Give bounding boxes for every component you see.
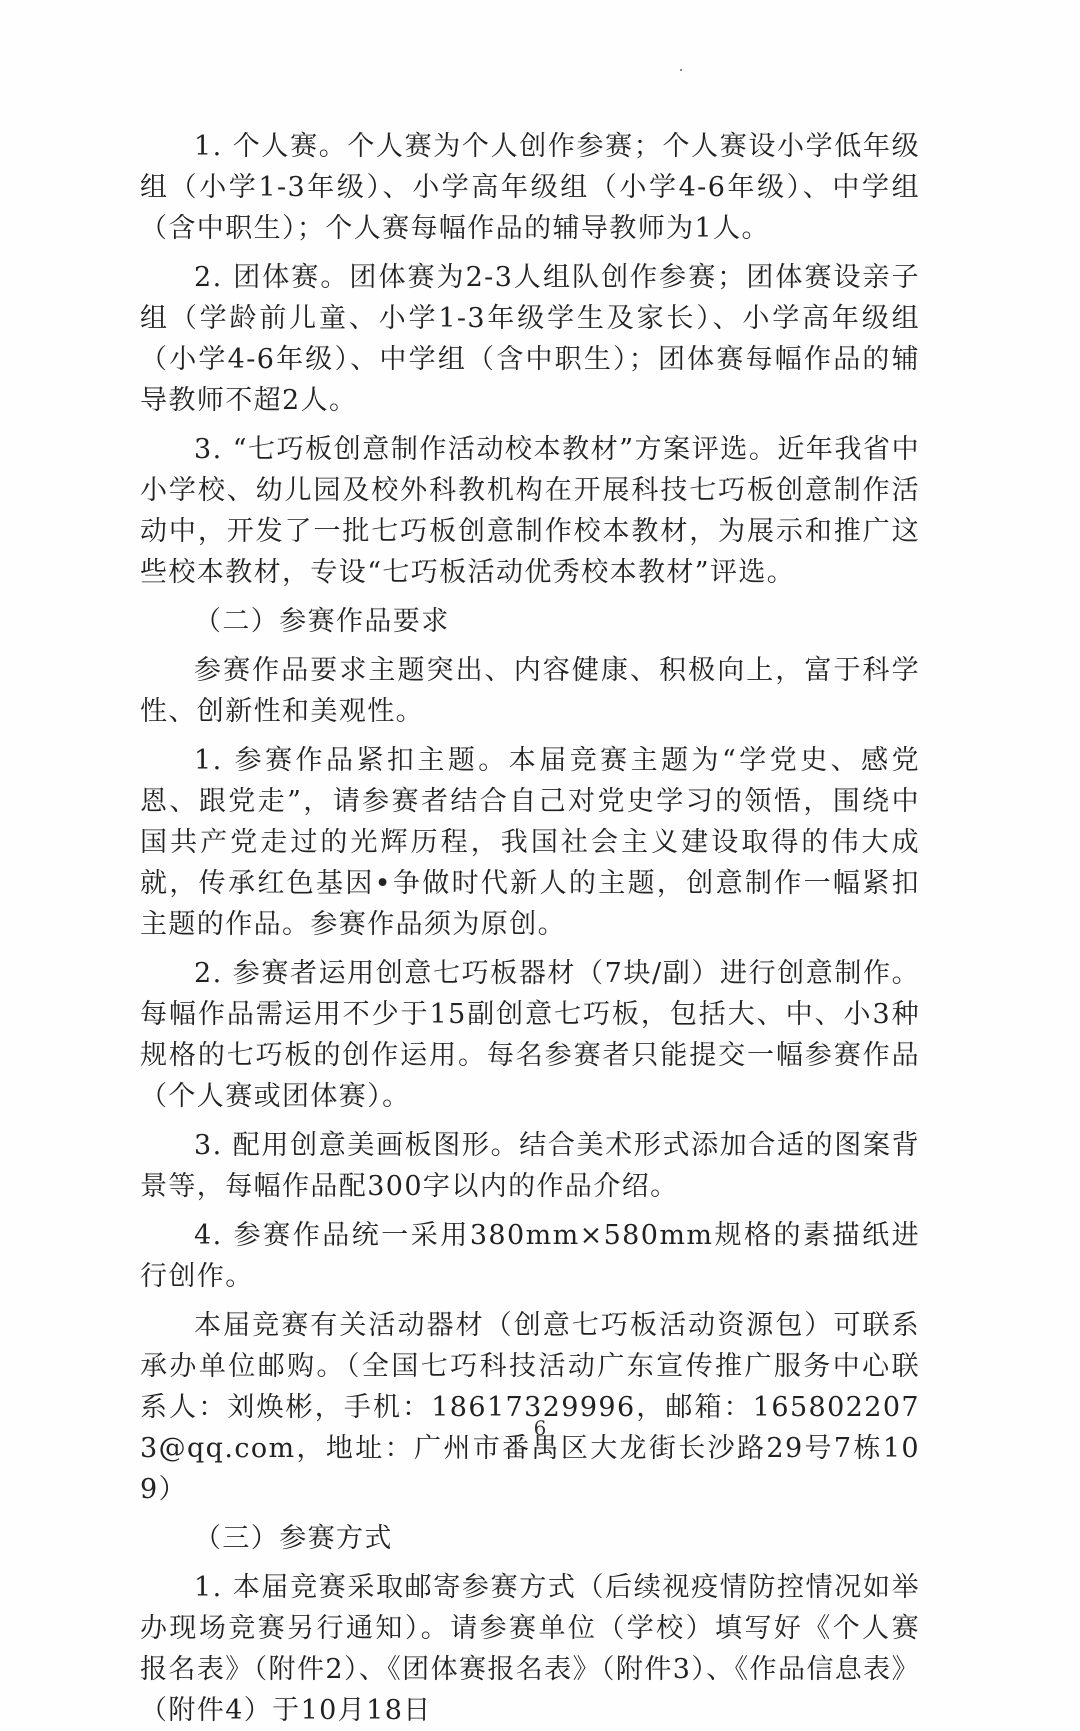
paragraph-contact: 本届竞赛有关活动器材（创意七巧板活动资源包）可联系承办单位邮购。（全国七巧科技活动广东宣传推广服务中心联系人：刘焕彬，手机：18617329996，邮箱：1658022073@qq.com，地址：广州市番禺区大龙街长沙路29号7栋109） bbox=[140, 1310, 920, 1505]
paragraph-theme: 1. 参赛作品紧扣主题。本届竞赛主题为“学党史、感党恩、跟党走”，请参赛者结合自己对党史学习的领悟，围绕中国共产党走过的光辉历程，我国社会主义建设取得的伟大成就，传承红色基因•争做时代新人的主题，创意制作一幅紧扣主题的作品。参赛作品须为原创。 bbox=[140, 745, 920, 940]
paragraph-materials: 2. 参赛者运用创意七巧板器材（7块/副）进行创意制作。每幅作品需运用不少于15副创意七巧板，包括大、中、小3种规格的七巧板的创作运用。每名参赛者只能提交一幅参赛作品（个人赛或团体赛）。 bbox=[140, 958, 920, 1112]
paragraph-individual-contest: 1. 个人赛。个人赛为个人创作参赛；个人赛设小学低年级组（小学1-3年级）、小学高年级组（小学4-6年级）、中学组（含中职生）；个人赛每幅作品的辅导教师为1人。 bbox=[140, 131, 920, 244]
section-heading-entry-requirements: （二）参赛作品要求 bbox=[194, 606, 450, 637]
scan-speck bbox=[680, 69, 682, 71]
paragraph-textbook-selection: 3. “七巧板创意制作活动校本教材”方案评选。近年我省中小学校、幼儿园及校外科教机构在开展科技七巧板创意制作活动中，开发了一批七巧板创意制作校本教材，为展示和推广这些校本教材，专设“七巧板活动优秀校本教材”评选。 bbox=[140, 434, 920, 588]
section-heading-entry-method: （三）参赛方式 bbox=[194, 1523, 393, 1554]
paragraph-mail-submission: 1. 本届竞赛采取邮寄参赛方式（后续视疫情防控情况如举办现场竞赛另行通知）。请参赛单位（学校）填写好《个人赛报名表》（附件2）、《团体赛报名表》（附件3）、《作品信息表》（附件4）于10月18日 bbox=[140, 1572, 920, 1726]
page-number: 6 bbox=[533, 1416, 547, 1440]
paragraph-requirements-intro: 参赛作品要求主题突出、内容健康、积极向上，富于科学性、创新性和美观性。 bbox=[140, 655, 920, 727]
paragraph-paper-size: 4. 参赛作品统一采用380mm×580mm规格的素描纸进行创作。 bbox=[140, 1220, 920, 1292]
paragraph-team-contest: 2. 团体赛。团体赛为2-3人组队创作参赛；团体赛设亲子组（学龄前儿童、小学1-3年级学生及家长）、小学高年级组（小学4-6年级）、中学组（含中职生）；团体赛每幅作品的辅导教师不超2人。 bbox=[140, 262, 920, 416]
body-text bbox=[140, 126, 920, 1731]
paragraph-drawing-board: 3. 配用创意美画板图形。结合美术形式添加合适的图案背景等，每幅作品配300字以内的作品介绍。 bbox=[140, 1130, 920, 1202]
